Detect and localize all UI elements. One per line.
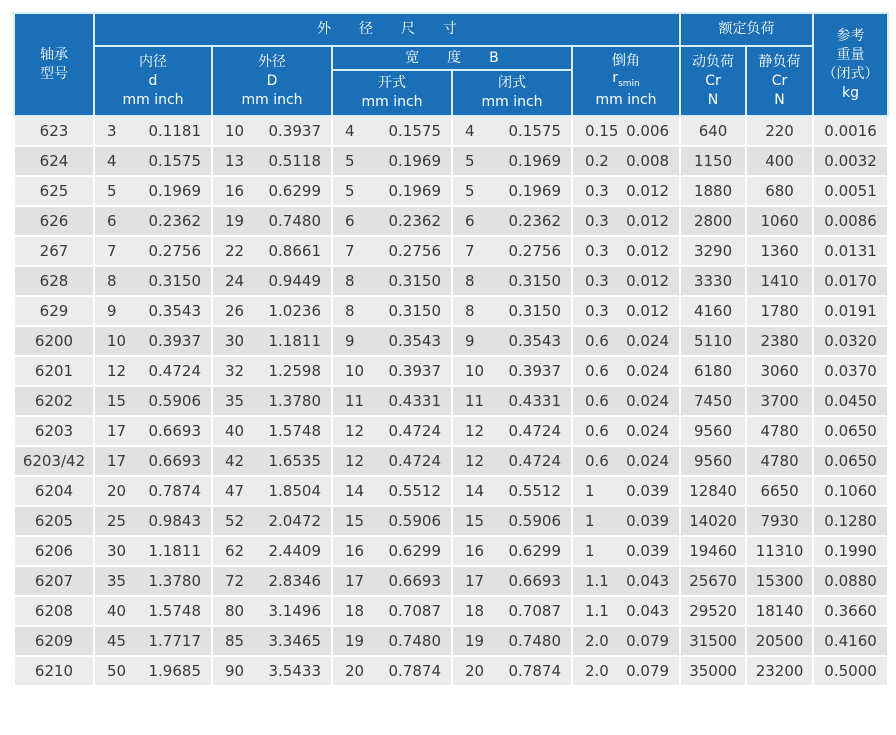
cell-static-load: 1360 [746,236,813,266]
cell-bore: 4 0.1575 [94,146,212,176]
table-row [14,386,888,416]
cell-weight: 0.0032 [813,146,888,176]
cell-dynamic-load: 25670 [680,566,746,596]
cell-width-open: 5 0.1969 [332,146,452,176]
table-row [14,536,888,566]
cell-model: 6203 [14,416,94,446]
cell-chamfer: 0.6 0.024 [572,386,680,416]
cell-weight: 0.0051 [813,176,888,206]
cell-static-load: 3060 [746,356,813,386]
cell-width-open: 4 0.1575 [332,116,452,146]
cell-width-open: 12 0.4724 [332,416,452,446]
cell-dynamic-load: 7450 [680,386,746,416]
cell-dynamic-load: 5110 [680,326,746,356]
cell-weight: 0.0650 [813,416,888,446]
table-row [14,176,888,206]
table-row [14,566,888,596]
cell-chamfer: 0.3 0.012 [572,296,680,326]
cell-model: 6201 [14,356,94,386]
cell-bore: 12 0.4724 [94,356,212,386]
bearing-spec-table [13,12,889,687]
cell-chamfer: 1 0.039 [572,506,680,536]
cell-width-closed: 6 0.2362 [452,206,572,236]
table-header [14,13,888,116]
cell-bore: 35 1.3780 [94,566,212,596]
cell-outer-diameter: 22 0.8661 [212,236,332,266]
cell-width-closed: 5 0.1969 [452,176,572,206]
cell-width-open: 11 0.4331 [332,386,452,416]
cell-chamfer: 1 0.039 [572,536,680,566]
cell-static-load: 3700 [746,386,813,416]
cell-dynamic-load: 6180 [680,356,746,386]
cell-model: 6202 [14,386,94,416]
cell-chamfer: 0.6 0.024 [572,416,680,446]
cell-width-open: 15 0.5906 [332,506,452,536]
cell-dynamic-load: 3330 [680,266,746,296]
cell-width-open: 10 0.3937 [332,356,452,386]
cell-outer-diameter: 10 0.3937 [212,116,332,146]
cell-dynamic-load: 640 [680,116,746,146]
cell-bore: 6 0.2362 [94,206,212,236]
cell-bore: 17 0.6693 [94,416,212,446]
cell-dynamic-load: 1150 [680,146,746,176]
cell-width-open: 18 0.7087 [332,596,452,626]
cell-dynamic-load: 4160 [680,296,746,326]
cell-bore: 8 0.3150 [94,266,212,296]
cell-dynamic-load: 35000 [680,656,746,686]
cell-weight: 0.3660 [813,596,888,626]
cell-bore: 15 0.5906 [94,386,212,416]
table-row [14,206,888,236]
cell-chamfer: 2.0 0.079 [572,656,680,686]
cell-dynamic-load: 3290 [680,236,746,266]
cell-model: 6208 [14,596,94,626]
cell-width-closed: 8 0.3150 [452,266,572,296]
cell-model: 267 [14,236,94,266]
cell-width-open: 8 0.3150 [332,296,452,326]
cell-bore: 3 0.1181 [94,116,212,146]
cell-bore: 17 0.6693 [94,446,212,476]
cell-width-closed: 10 0.3937 [452,356,572,386]
cell-outer-diameter: 85 3.3465 [212,626,332,656]
cell-chamfer: 1.1 0.043 [572,596,680,626]
cell-outer-diameter: 26 1.0236 [212,296,332,326]
cell-outer-diameter: 16 0.6299 [212,176,332,206]
cell-outer-diameter: 47 1.8504 [212,476,332,506]
cell-weight: 0.0450 [813,386,888,416]
cell-weight: 0.0016 [813,116,888,146]
cell-width-open: 9 0.3543 [332,326,452,356]
table-row [14,416,888,446]
header-weight: 参考 重量 （闭式） kg [813,13,888,116]
cell-weight: 0.0370 [813,356,888,386]
cell-static-load: 220 [746,116,813,146]
table-row [14,146,888,176]
cell-weight: 0.1060 [813,476,888,506]
cell-model: 6204 [14,476,94,506]
cell-weight: 0.0170 [813,266,888,296]
header-static-load: 静负荷 Cr N [746,46,813,116]
cell-static-load: 20500 [746,626,813,656]
cell-weight: 0.0880 [813,566,888,596]
cell-dynamic-load: 1880 [680,176,746,206]
cell-chamfer: 1.1 0.043 [572,566,680,596]
cell-bore: 40 1.5748 [94,596,212,626]
cell-outer-diameter: 24 0.9449 [212,266,332,296]
cell-weight: 0.4160 [813,626,888,656]
cell-bore: 45 1.7717 [94,626,212,656]
header-outer-dimensions: 外 径 尺 寸 [94,13,680,46]
cell-width-closed: 14 0.5512 [452,476,572,506]
cell-chamfer: 0.6 0.024 [572,326,680,356]
header-dynamic-load: 动负荷 Cr N [680,46,746,116]
table-row [14,596,888,626]
cell-dynamic-load: 14020 [680,506,746,536]
cell-width-open: 16 0.6299 [332,536,452,566]
cell-width-closed: 8 0.3150 [452,296,572,326]
header-bore: 内径 d mm inch [94,46,212,116]
cell-width-open: 8 0.3150 [332,266,452,296]
cell-width-closed: 15 0.5906 [452,506,572,536]
cell-outer-diameter: 72 2.8346 [212,566,332,596]
cell-bore: 20 0.7874 [94,476,212,506]
cell-static-load: 15300 [746,566,813,596]
cell-outer-diameter: 13 0.5118 [212,146,332,176]
cell-chamfer: 0.6 0.024 [572,446,680,476]
cell-chamfer: 0.6 0.024 [572,356,680,386]
cell-weight: 0.0191 [813,296,888,326]
header-chamfer: 倒角 $r_{smin}$ mm inch [572,46,680,116]
cell-dynamic-load: 19460 [680,536,746,566]
cell-outer-diameter: 35 1.3780 [212,386,332,416]
cell-model: 6206 [14,536,94,566]
table-row [14,326,888,356]
cell-outer-diameter: 80 3.1496 [212,596,332,626]
cell-outer-diameter: 30 1.1811 [212,326,332,356]
cell-outer-diameter: 42 1.6535 [212,446,332,476]
cell-bore: 50 1.9685 [94,656,212,686]
cell-width-closed: 16 0.6299 [452,536,572,566]
cell-weight: 0.0131 [813,236,888,266]
cell-width-closed: 19 0.7480 [452,626,572,656]
cell-static-load: 6650 [746,476,813,506]
cell-outer-diameter: 62 2.4409 [212,536,332,566]
cell-model: 623 [14,116,94,146]
cell-width-closed: 7 0.2756 [452,236,572,266]
cell-dynamic-load: 31500 [680,626,746,656]
cell-static-load: 18140 [746,596,813,626]
table-row [14,266,888,296]
cell-width-open: 6 0.2362 [332,206,452,236]
cell-width-closed: 17 0.6693 [452,566,572,596]
cell-bore: 9 0.3543 [94,296,212,326]
cell-width-open: 20 0.7874 [332,656,452,686]
cell-width-closed: 9 0.3543 [452,326,572,356]
cell-static-load: 680 [746,176,813,206]
cell-model: 6209 [14,626,94,656]
cell-weight: 0.0650 [813,446,888,476]
cell-width-open: 19 0.7480 [332,626,452,656]
cell-bore: 30 1.1811 [94,536,212,566]
cell-dynamic-load: 9560 [680,416,746,446]
cell-model: 6205 [14,506,94,536]
cell-width-closed: 20 0.7874 [452,656,572,686]
cell-weight: 0.0320 [813,326,888,356]
header-rated-load: 额定负荷 [680,13,813,46]
cell-weight: 0.0086 [813,206,888,236]
cell-width-open: 14 0.5512 [332,476,452,506]
header-model: 轴承 型号 [14,13,94,116]
cell-chamfer: 0.15 0.006 [572,116,680,146]
cell-dynamic-load: 2800 [680,206,746,236]
cell-static-load: 1410 [746,266,813,296]
cell-static-load: 11310 [746,536,813,566]
cell-chamfer: 0.3 0.012 [572,206,680,236]
cell-weight: 0.1280 [813,506,888,536]
header-open: 开式 mm inch [332,70,452,116]
cell-bore: 10 0.3937 [94,326,212,356]
cell-chamfer: 0.2 0.008 [572,146,680,176]
cell-width-closed: 11 0.4331 [452,386,572,416]
table-body [14,116,888,686]
cell-outer-diameter: 19 0.7480 [212,206,332,236]
cell-static-load: 7930 [746,506,813,536]
table-row [14,236,888,266]
cell-dynamic-load: 29520 [680,596,746,626]
cell-static-load: 1060 [746,206,813,236]
cell-outer-diameter: 52 2.0472 [212,506,332,536]
cell-chamfer: 0.3 0.012 [572,176,680,206]
cell-model: 6200 [14,326,94,356]
cell-static-load: 400 [746,146,813,176]
table-row [14,626,888,656]
cell-outer-diameter: 90 3.5433 [212,656,332,686]
cell-static-load: 4780 [746,446,813,476]
cell-weight: 0.5000 [813,656,888,686]
header-outer-diameter: 外径 D mm inch [212,46,332,116]
cell-width-closed: 18 0.7087 [452,596,572,626]
cell-model: 624 [14,146,94,176]
cell-width-closed: 5 0.1969 [452,146,572,176]
cell-static-load: 23200 [746,656,813,686]
cell-model: 628 [14,266,94,296]
cell-model: 625 [14,176,94,206]
cell-chamfer: 0.3 0.012 [572,266,680,296]
cell-model: 6203/42 [14,446,94,476]
table-row [14,446,888,476]
cell-chamfer: 0.3 0.012 [572,236,680,266]
cell-bore: 7 0.2756 [94,236,212,266]
cell-chamfer: 1 0.039 [572,476,680,506]
cell-width-open: 12 0.4724 [332,446,452,476]
cell-chamfer: 2.0 0.079 [572,626,680,656]
table-row [14,476,888,506]
header-closed: 闭式 mm inch [452,70,572,116]
cell-model: 626 [14,206,94,236]
table-row [14,116,888,146]
cell-static-load: 2380 [746,326,813,356]
table-row [14,506,888,536]
cell-outer-diameter: 32 1.2598 [212,356,332,386]
table-row [14,296,888,326]
cell-bore: 5 0.1969 [94,176,212,206]
table-row [14,656,888,686]
cell-model: 6210 [14,656,94,686]
table-row [14,356,888,386]
cell-outer-diameter: 40 1.5748 [212,416,332,446]
cell-model: 629 [14,296,94,326]
cell-bore: 25 0.9843 [94,506,212,536]
cell-weight: 0.1990 [813,536,888,566]
cell-static-load: 1780 [746,296,813,326]
cell-width-open: 17 0.6693 [332,566,452,596]
cell-dynamic-load: 12840 [680,476,746,506]
cell-width-open: 5 0.1969 [332,176,452,206]
cell-width-open: 7 0.2756 [332,236,452,266]
cell-width-closed: 12 0.4724 [452,446,572,476]
cell-width-closed: 12 0.4724 [452,416,572,446]
cell-static-load: 4780 [746,416,813,446]
cell-width-closed: 4 0.1575 [452,116,572,146]
header-width: 宽 度 B [332,46,572,70]
cell-model: 6207 [14,566,94,596]
cell-dynamic-load: 9560 [680,446,746,476]
